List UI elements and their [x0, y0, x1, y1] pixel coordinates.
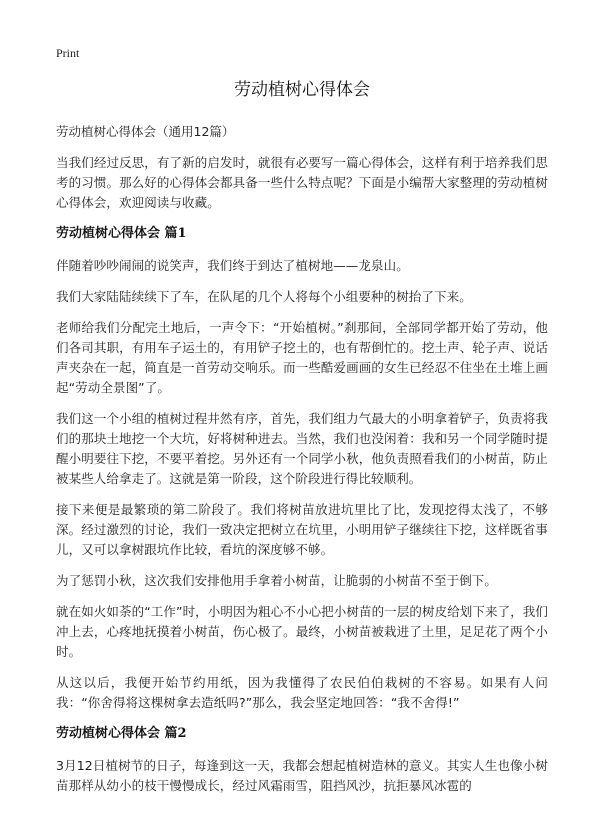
document-subtitle: 劳动植树心得体会（通用12篇） — [56, 124, 235, 139]
print-link[interactable]: Print — [56, 46, 80, 60]
paragraph: 伴随着吵吵闹闹的说笑声，我们终于到达了植树地——龙泉山。 — [56, 258, 409, 273]
paragraph: 3月12日植树节的日子，每逢到这一天，我都会想起植树造林的意义。其实人生也像小树苗那样从幼小的枝干慢慢成长，经过风霜雨雪，阻挡风沙，抗拒暴风冰雹的 — [56, 758, 548, 793]
section-heading: 劳动植树心得体会 篇2 — [56, 726, 187, 741]
paragraph: 我们大家陆陆续续下了车，在队尾的几个人将每个小组要种的树抬了下来。 — [56, 289, 472, 304]
paragraph: 从这以后，我便开始节约用纸，因为我懂得了农民伯伯栽树的不容易。如果有人问我：“你舍得将这棵树拿去造纸吗?”那么，我会坚定地回答：“我不舍得!” — [56, 675, 548, 710]
page-title: 劳动植树心得体会 — [234, 80, 370, 100]
section-heading: 劳动植树心得体会 篇1 — [56, 226, 187, 241]
document-page — [56, 78, 548, 807]
paragraph: 我们这一个小组的植树过程井然有序，首先，我们组力气最大的小明拿着铲子，负责将我们的那块土地挖一个大坑，好将树种进去。当然，我们也没闲着：我和另一个同学随时提醒小明要往下挖，不要平着挖。另外还有一个同学小秋，他负责照看我们的小树苗，防止被某些人给拿走了。这就是第一阶段，这个阶段进行得比较顺利。 — [56, 411, 548, 486]
paragraph: 为了惩罚小秋，这次我们安排他用手拿着小树苗，让脆弱的小树苗不至于倒下。 — [56, 573, 498, 588]
paragraph: 老师给我们分配完土地后，一声令下：“开始植树。”刹那间，全部同学都开始了劳动，他们各司其职，有用车子运土的，有用铲子挖土的，也有帮倒忙的。挖土声、轮子声、说话声夹杂在一起，简直是一首劳动交响乐。而一些酷爱画画的女生已经忍不住坐在土堆上画起“劳动全景图”了。 — [56, 320, 548, 395]
paragraph: 接下来便是最繁琐的第二阶段了。我们将树苗放进坑里比了比，发现挖得太浅了，不够深。经过激烈的讨论，我们一致决定把树立在坑里，小明用铲子继续往下挖，这样既省事儿，又可以拿树跟坑作比较，看坑的深度够不够。 — [56, 502, 548, 557]
intro-paragraph: 当我们经过反思，有了新的启发时，就很有必要写一篇心得体会，这样有利于培养我们思考的习惯。那么好的心得体会都具备一些什么特点呢？下面是小编帮大家整理的劳动植树心得体会，欢迎阅读与收藏。 — [56, 155, 548, 210]
paragraph: 就在如火如荼的“工作”时，小明因为粗心不小心把小树苗的一层的树皮给划下来了，我们冲上去，心疼地抚摸着小树苗，伤心极了。最终，小树苗被栽进了土里，足足花了两个小时。 — [56, 604, 548, 659]
